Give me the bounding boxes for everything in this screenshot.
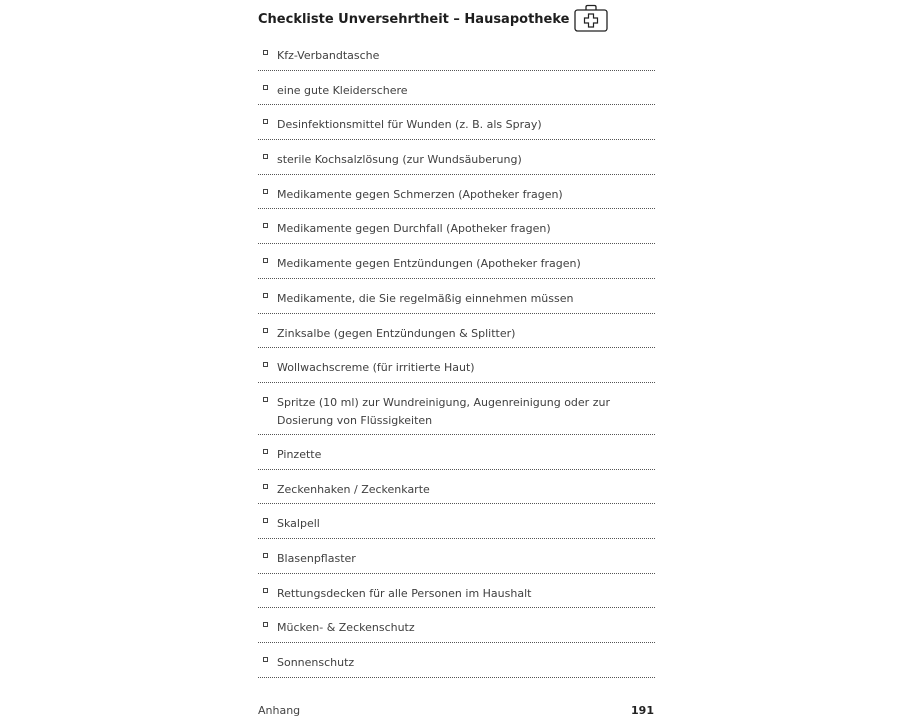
checkbox[interactable] — [263, 622, 268, 627]
page-title: Checkliste Unversehrtheit – Hausapotheke — [258, 12, 570, 27]
checklist-item-label: Kfz-Verbandtasche — [277, 49, 380, 62]
checkbox[interactable] — [263, 154, 268, 159]
checklist-item-label: Medikamente gegen Entzündungen (Apotheker fragen) — [277, 257, 581, 271]
page-header — [258, 4, 655, 34]
checklist-item-label: Pinzette — [277, 447, 322, 461]
checklist-item-label: Mücken- & Zeckenschutz — [277, 621, 415, 635]
checkbox[interactable] — [263, 258, 268, 263]
checklist-item-label: eine gute Kleiderschere — [277, 83, 408, 97]
checkbox[interactable] — [263, 657, 268, 662]
page-number: 191 — [631, 704, 654, 717]
checkbox[interactable] — [263, 484, 268, 489]
checklist-item — [258, 608, 655, 643]
checkbox[interactable] — [263, 293, 268, 298]
checkbox[interactable] — [263, 119, 268, 124]
checkbox[interactable] — [263, 362, 268, 367]
checklist-item-label: Skalpell — [277, 517, 320, 531]
checklist-item — [258, 244, 655, 279]
checklist-item — [258, 539, 655, 574]
document-page — [258, 0, 655, 726]
checklist-item — [258, 36, 655, 71]
checklist-item-label: Sonnenschutz — [277, 656, 355, 669]
checklist-item-label: Spritze (10 ml) zur Wundreinigung, Augenreinigung oder zur Dosierung von Flüssigkeiten — [277, 395, 610, 427]
checklist-item-label: Wollwachscreme (für irritierte Haut) — [277, 361, 475, 375]
first-aid-kit-icon — [574, 4, 608, 32]
checklist-item-label: Rettungsdecken für alle Personen im Haushalt — [277, 586, 532, 600]
checklist-item — [258, 314, 655, 349]
checklist-item-label: Blasenpflaster — [277, 551, 356, 565]
checklist-item-label: Medikamente gegen Durchfall (Apotheker fragen) — [277, 222, 551, 236]
checkbox[interactable] — [263, 223, 268, 228]
checklist-item — [258, 140, 655, 175]
checklist — [258, 36, 655, 678]
checklist-item — [258, 348, 655, 383]
checklist-item-label: Medikamente, die Sie regelmäßig einnehmen müssen — [277, 291, 574, 305]
checklist-item-label: sterile Kochsalzlösung (zur Wundsäuberung) — [277, 153, 522, 167]
checkbox[interactable] — [263, 588, 268, 593]
checklist-item — [258, 643, 655, 678]
checklist-item — [258, 504, 655, 539]
checkbox[interactable] — [263, 397, 268, 402]
checklist-item — [258, 435, 655, 470]
checklist-item-label: Zeckenhaken / Zeckenkarte — [277, 482, 430, 496]
checklist-item — [258, 105, 655, 140]
checkbox[interactable] — [263, 449, 268, 454]
checklist-item — [258, 175, 655, 210]
checklist-item — [258, 71, 655, 106]
checklist-item — [258, 470, 655, 505]
checkbox[interactable] — [263, 518, 268, 523]
checkbox[interactable] — [263, 85, 268, 90]
checkbox[interactable] — [263, 328, 268, 333]
checklist-item — [258, 574, 655, 609]
checklist-item-label: Desinfektionsmittel für Wunden (z. B. als Spray) — [277, 118, 542, 132]
checklist-item — [258, 383, 655, 435]
checklist-item-label: Zinksalbe (gegen Entzündungen & Splitter) — [277, 326, 516, 340]
checklist-item-label: Medikamente gegen Schmerzen (Apotheker fragen) — [277, 187, 563, 201]
footer-section: Anhang — [258, 704, 301, 717]
checkbox[interactable] — [263, 50, 268, 55]
checkbox[interactable] — [263, 553, 268, 558]
checklist-item — [258, 209, 655, 244]
checklist-item — [258, 279, 655, 314]
checkbox[interactable] — [263, 189, 268, 194]
